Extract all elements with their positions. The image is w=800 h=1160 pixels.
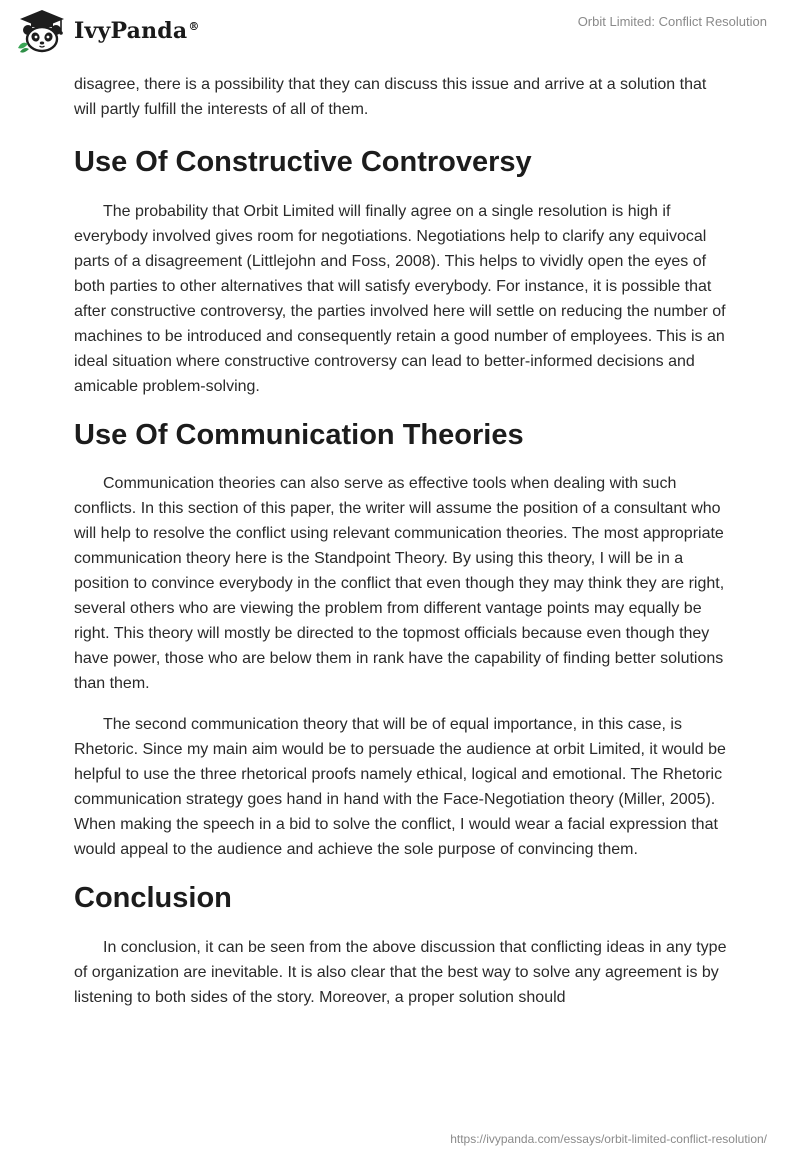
body-paragraph: The second communication theory that will be of equal importance, in this case, is Rhetoric. Since my main aim would be to persuade the audience at orbit Limited, it would be helpful to use the three rhetorical proofs namely ethical, logical and emotional. The Rhetoric communication strategy goes hand in hand with the Face-Negotiation theory (Miller, 2005). When making the speech in a bid to solve the conflict, I would wear a facial expression that would appeal to the audience and achieve the sole purpose of convincing them.: [74, 716, 726, 858]
ivypanda-logo[interactable]: [14, 8, 200, 54]
panda-graduate-icon: [14, 8, 70, 54]
body-paragraph: Communication theories can also serve as effective tools when dealing with such conflicts. In this section of this paper, the writer will assume the position of a consultant who will help to resolve the conflict using relevant communication theories. The most appropriate communication theory here is the Standpoint Theory. By using this theory, I will be in a position to convince everybody in the conflict that even though they may think they are right, several others who are viewing the problem from different vantage points may equally be right. This theory will mostly be directed to the topmost officials because even though they have power, those who are below them in rank have the capability of finding better solutions than them.: [74, 475, 725, 692]
registered-mark: ®: [188, 19, 200, 33]
body-paragraph: The probability that Orbit Limited will finally agree on a single resolution is high if everybody involved gives room for negotiations. Negotiations help to clarify any equivocal parts of a disagreement (Littlejohn and Foss, 2008). This helps to vividly open the eyes of both parties to other alternatives that will satisfy everybody. For instance, it is possible that after constructive controversy, the parties involved here will settle on reducing the number of machines to be introduced and consequently retain a good number of employees. This is an ideal situation where constructive controversy can lead to better-informed decisions and amicable problem-solving.: [74, 203, 726, 395]
document-title: Orbit Limited: Conflict Resolution: [577, 14, 767, 29]
section-heading-communication-theories: Use Of Communication Theories: [74, 419, 524, 451]
section-heading-conclusion: Conclusion: [74, 882, 232, 914]
brand-name: IvyPanda®: [74, 18, 200, 44]
page-header: [0, 0, 800, 70]
body-paragraph: In conclusion, it can be seen from the above discussion that conflicting ideas in any type of organization are inevitable. It is also clear that the best way to solve any agreement is by listening to both sides of the story. Moreover, a proper solution should: [74, 939, 727, 1006]
article-body: [74, 72, 728, 1010]
intro-tail-paragraph: disagree, there is a possibility that they can discuss this issue and arrive at a solution that will partly fulfill the interests of all of them.: [74, 76, 707, 118]
source-url[interactable]: https://ivypanda.com/essays/orbit-limited-conflict-resolution/: [450, 1132, 767, 1146]
section-heading-constructive-controversy: Use Of Constructive Controversy: [74, 146, 532, 178]
